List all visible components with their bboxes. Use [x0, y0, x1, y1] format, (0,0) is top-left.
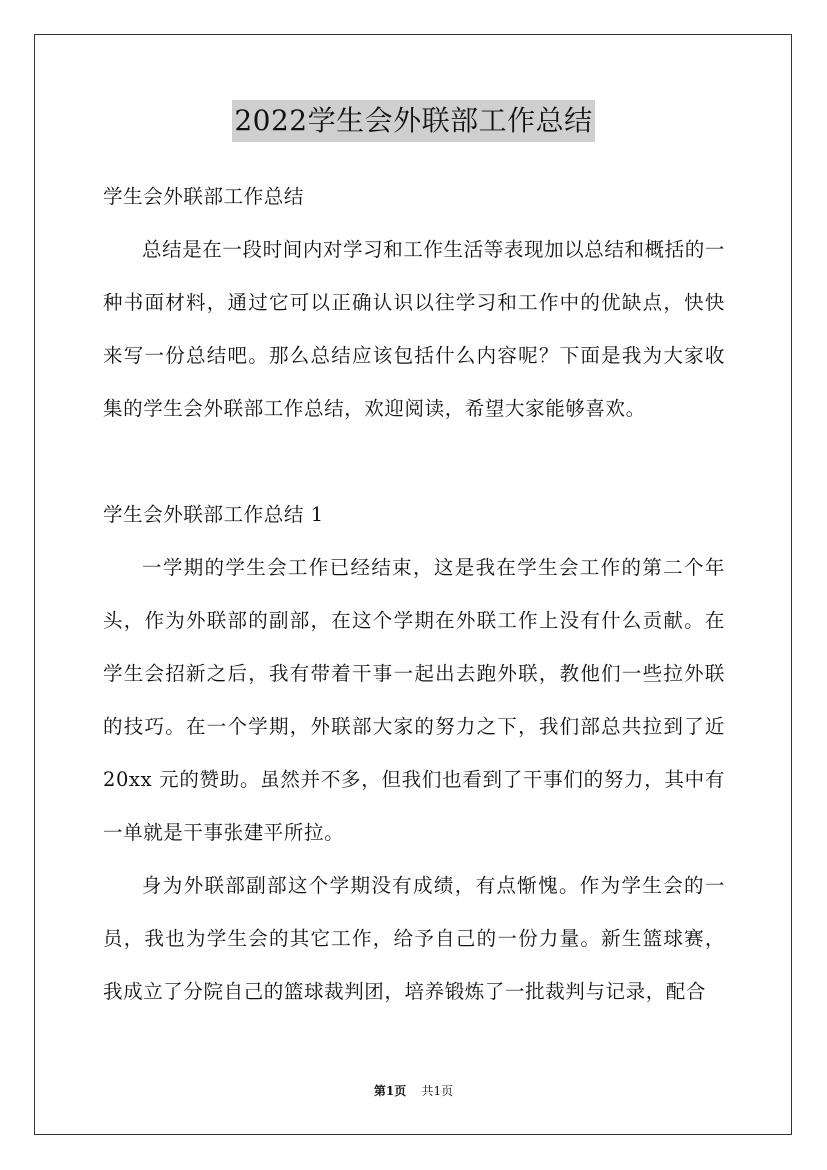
- footer-spacer: [410, 1084, 418, 1098]
- body-paragraph-2: 身为外联部副部这个学期没有成绩，有点惭愧。作为学生会的一员，我也为学生会的其它工作，给予自己的一份力量。新生篮球赛，我成立了分院自己的篮球裁判团，培养锻炼了一批裁判与记录，配合: [103, 874, 725, 1003]
- section-heading: 学生会外联部工作总结 1: [103, 503, 324, 526]
- page-number: 第1页: [373, 1084, 407, 1098]
- body-paragraph-1: 一学期的学生会工作已经结束，这是我在学生会工作的第二个年头，作为外联部的副部，在这个学期在外联工作上没有什么贡献。在学生会招新之后，我有带着干事一起出去跑外联，教他们一些拉外联的技巧。在一个学期，外联部大家的努力之下，我们部总共拉到了近 20xx 元的赞助。虽然并不多，但我们也看到了干事们的努力，其中有一单就是干事张建平所拉。: [103, 556, 725, 844]
- document-subtitle: 学生会外联部工作总结: [103, 185, 305, 208]
- document-body: [103, 170, 725, 1018]
- title-area: [0, 100, 827, 142]
- intro-paragraph: 总结是在一段时间内对学习和工作生活等表现加以总结和概括的一种书面材料，通过它可以正确认识以往学习和工作中的优缺点，快快来写一份总结吧。那么总结应该包括什么内容呢？下面是我为大家收集的学生会外联部工作总结，欢迎阅读，希望大家能够喜欢。: [103, 238, 725, 420]
- document-title: 2022学生会外联部工作总结: [232, 100, 594, 142]
- section-spacer: [103, 435, 725, 488]
- total-pages: 共1页: [421, 1084, 454, 1098]
- page-footer: [0, 1082, 827, 1100]
